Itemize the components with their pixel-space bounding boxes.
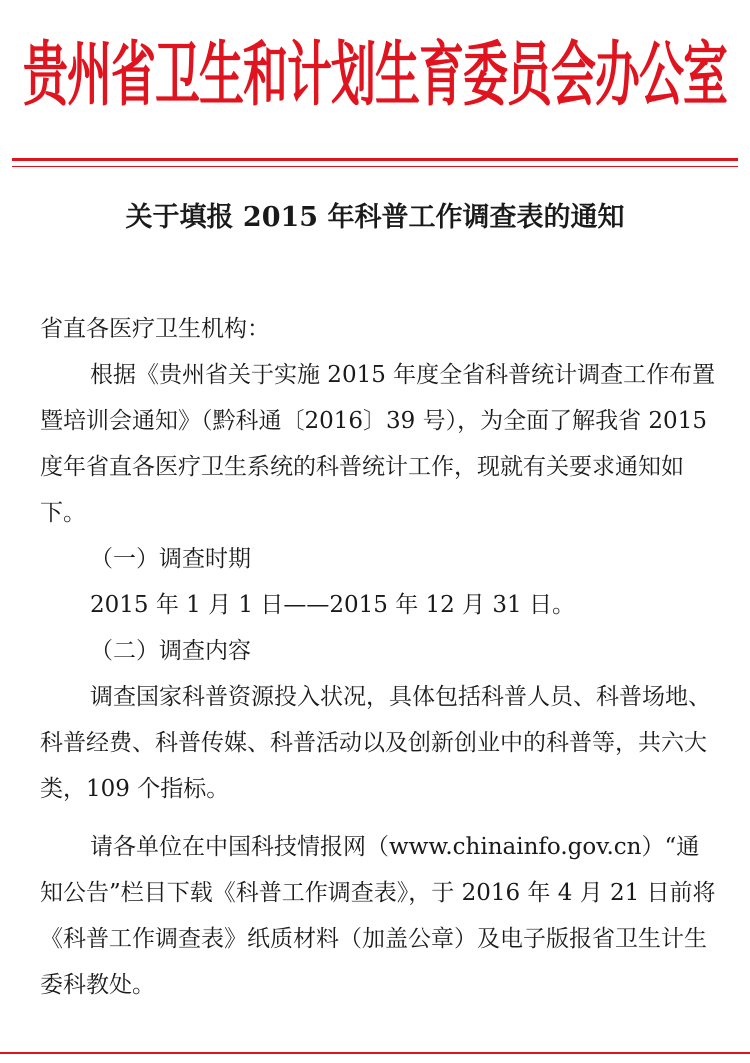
- section-body-content: 调查国家科普资源投入状况，具体包括科普人员、科普场地、科普经费、科普传媒、科普活动以及创新创业中的科普等，共六大类，109 个指标。: [40, 684, 711, 802]
- letterhead-title: 贵州省卫生和计划生育委员会办公室: [22, 33, 727, 116]
- section-heading-content: （二）调查内容: [90, 638, 251, 664]
- footer-rule: [0, 1052, 750, 1054]
- document-body: [40, 306, 720, 1008]
- section-body-period: 2015 年 1 月 1 日——2015 年 12 月 31 日。: [90, 592, 575, 618]
- document-title: 关于填报 2015 年科普工作调查表的通知: [125, 202, 625, 233]
- letterhead-rule-thick: [12, 158, 738, 161]
- letterhead: [0, 8, 750, 128]
- intro-paragraph: 根据《贵州省关于实施 2015 年度全省科普统计调查工作布置暨培训会通知》（黔科通〔2016〕39 号），为全面了解我省 2015 度年省直各医疗卫生系统的科普统计工作，现就有关要求通知如下。: [40, 362, 716, 526]
- section-heading-period: （一）调查时期: [90, 546, 251, 572]
- closing-paragraph: 请各单位在中国科技情报网（www.chinainfo.gov.cn）“通知公告”栏目下载《科普工作调查表》，于 2016 年 4 月 21 日前将《科普工作调查表》纸质材料（加盖公章）及电子版报省卫生计生委科教处。: [40, 834, 716, 998]
- letterhead-rule-thin: [12, 166, 738, 167]
- salutation: 省直各医疗卫生机构：: [40, 316, 270, 342]
